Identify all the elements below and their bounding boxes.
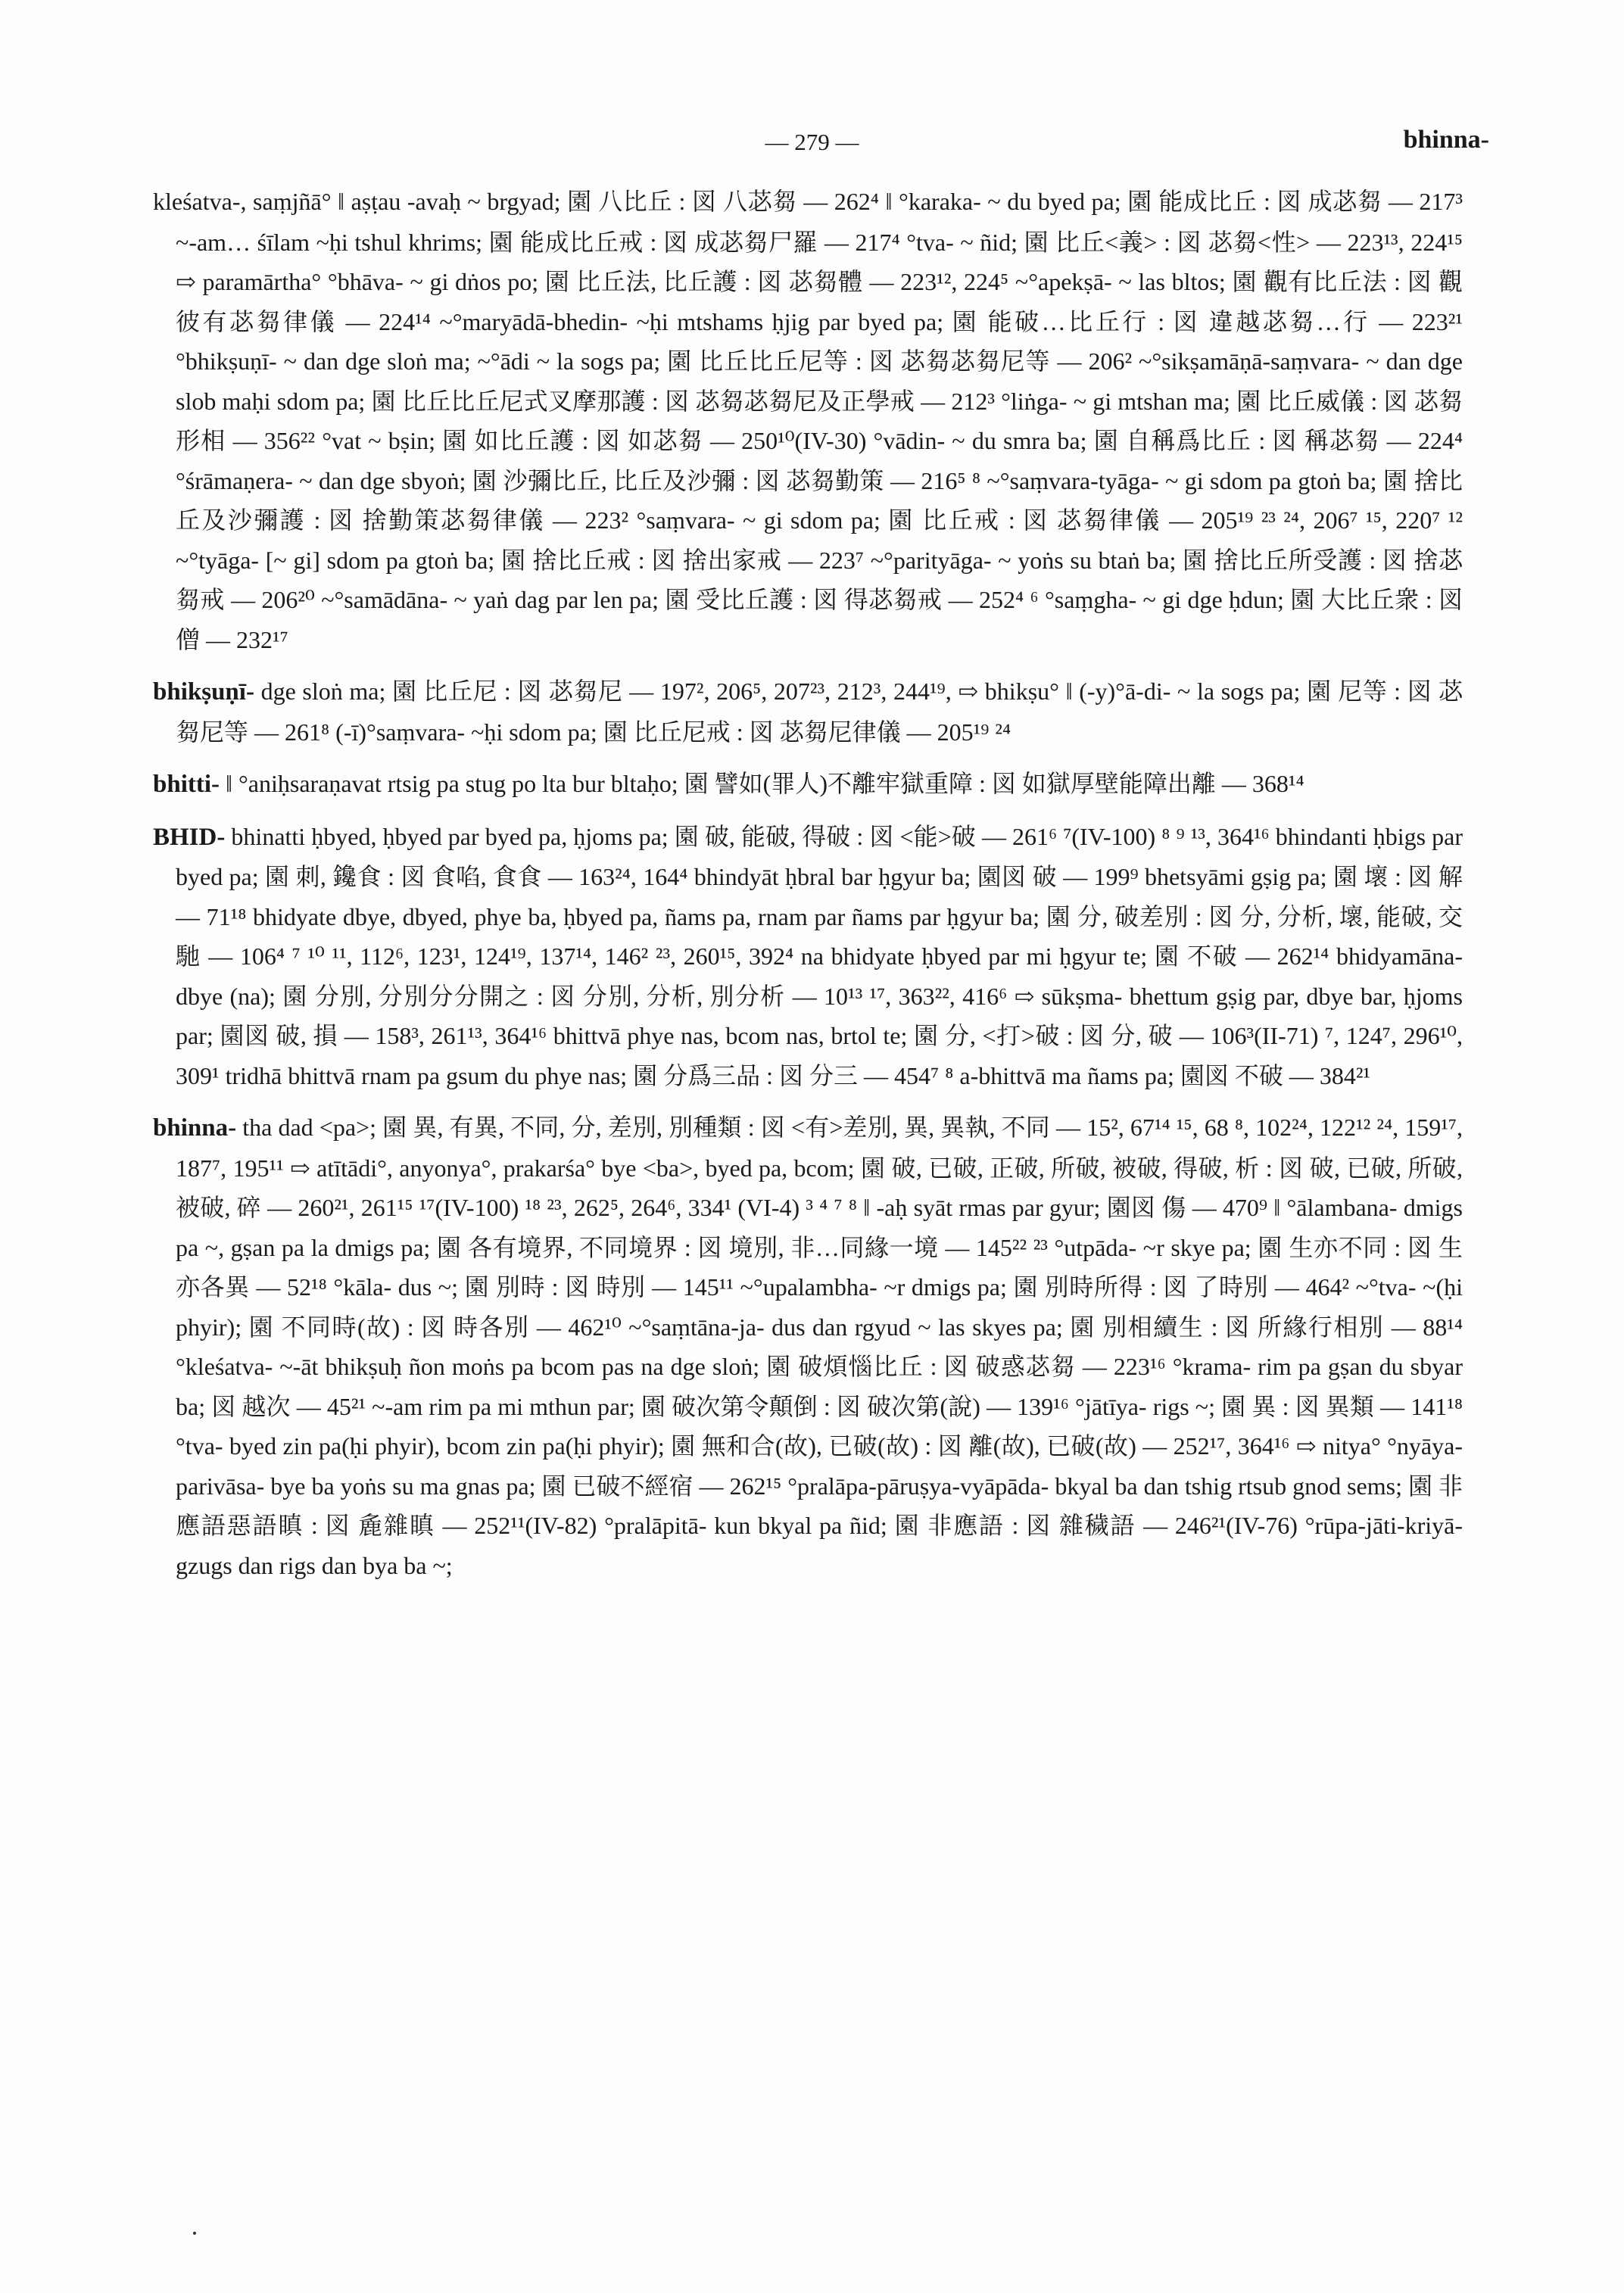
entry-bhitti [153, 764, 1463, 805]
entry-text: bhinatti ḥbyed, ḥbyed par byed pa, ḥjoms pa; 園 破, 能破, 得破 : 図 <能>破 — 261⁶ ⁷(IV-100) ⁸ ⁹ ¹³, 364¹⁶ bhindanti ḥbigs par byed pa; 園 刺, 鑱食 : 図 食啗, 食食 — 163²⁴, 164⁴ bhindyāt ḥbral bar ḥgyur ba; 園図 破 — 199⁹ bhetsyāmi gṣig pa; 園 壞 : 図 解 — 71¹⁸ bhidyate dbye, dbyed, phye ba, ḥbyed pa, ñams pa, rnam par ñams par ḥgyur ba; 園 分, 破差別 : 図 分, 分析, 壞, 能破, 交馳 — 106⁴ ⁷ ¹⁰ ¹¹, 112⁶, 123¹, 124¹⁹, 137¹⁴, 146² ²³, 260¹⁵, 392⁴ na bhidyate ḥbyed par mi ḥgyur te; 園 不破 — 262¹⁴ bhidyamāna- dbye (na); 園 分別, 分別分分開之 : 図 分別, 分析, 別分析 — 10¹³ ¹⁷, 363²², 416⁶ ⇨ sūkṣma- bhettum gṣig par, dbye bar, ḥjoms par; 園図 破, 損 — 158³, 261¹³, 364¹⁶ bhittvā phye nas, bcom nas, brtol te; 園 分, <打>破 : 図 分, 破 — 106³(II-71) ⁷, 124⁷, 296¹⁰, 309¹ tridhā bhittvā rnam pa gsum du phye nas; 園 分爲三品 : 図 分三 — 454⁷ ⁸ a-bhittvā ma ñams pa; 園図 不破 — 384²¹ [176, 822, 1463, 1089]
entry-headword: BHID- [153, 823, 226, 851]
entry-text: ‖ °aniḥsaraṇavat rtsig pa stug po lta bur bltaḥo; 園 譬如(罪人)不離牢獄重障 : 図 如獄厚壁能障出離 — 368¹⁴ [226, 770, 1304, 797]
entry-continuation [153, 182, 1463, 659]
entry-bhid [153, 817, 1463, 1096]
entries-column [153, 182, 1463, 1597]
entry-headword: bhinna- [153, 1114, 237, 1142]
entry-text: dge sloṅ ma; 園 比丘尼 : 図 苾芻尼 — 197², 206⁵, 207²³, 212³, 244¹⁹, ⇨ bhikṣu° ‖ (-y)°ā-di- ~ la sogs pa; 園 尼等 : 図 苾芻尼等 — 261⁸ (-ī)°saṃvara- ~ḥi sdom pa; 園 比丘尼戒 : 図 苾芻尼律儀 — 205¹⁹ ²⁴ [176, 678, 1463, 746]
entry-bhiksuni [153, 671, 1463, 752]
entry-headword: bhitti- [153, 771, 220, 798]
entry-text: tha dad <pa>; 園 異, 有異, 不同, 分, 差別, 別種類 : 図 <有>差別, 異, 異執, 不同 — 15², 67¹⁴ ¹⁵, 68 ⁸, 102²⁴, 122¹² ²⁴, 159¹⁷, 187⁷, 195¹¹ ⇨ atītādi°, anyonya°, prakarśa° bye <ba>, byed pa, bcom; 園 破, 已破, 正破, 所破, 被破, 得破, 析 : 図 破, 已破, 所破, 被破, 碎 — 260²¹, 261¹⁵ ¹⁷(IV-100) ¹⁸ ²³, 262⁵, 264⁶, 334¹ (VI-4) ³ ⁴ ⁷ ⁸ ‖ -aḥ syāt rmas par gyur; 園図 傷 — 470⁹ ‖ °ālambana- dmigs pa ~, gṣan pa la dmigs pa; 園 各有境界, 不同境界 : 図 境別, 非…同緣一境 — 145²² ²³ °utpāda- ~r skye pa; 園 生亦不同 : 図 生亦各異 — 52¹⁸ °kāla- dus ~; 園 別時 : 図 時別 — 145¹¹ ~°upalambha- ~r dmigs pa; 園 別時所得 : 図 了時別 — 464² ~°tva- ~(ḥi phyir); 園 不同時(故) : 図 時各別 — 462¹⁰ ~°saṃtāna-ja- dus dan rgyud ~ las skyes pa; 園 別相續生 : 図 所緣行相別 — 88¹⁴ °kleśatva- ~-āt bhikṣuḥ ñon moṅs pa bcom pas na dge sloṅ; 園 破煩惱比丘 : 図 破惑苾芻 — 223¹⁶ °krama- rim pa gṣan du sbyar ba; 図 越次 — 45²¹ ~-am rim pa mi mthun par; 園 破次第令顛倒 : 図 破次第(說) — 139¹⁶ °jātīya- rigs ~; 園 異 : 図 異類 — 141¹⁸ °tva- byed zin pa(ḥi phyir), bcom zin pa(ḥi phyir); 園 無和合(故), 已破(故) : 図 離(故), 已破(故) — 252¹⁷, 364¹⁶ ⇨ nitya° °nyāya-parivāsa- bye ba yoṅs su ma gnas pa; 園 已破不經宿 — 262¹⁵ °pralāpa-pāruṣya-vyāpāda- bkyal ba dan tshig rtsub gnod sems; 園 非應語惡語瞋 : 図 麁雜瞋 — 252¹¹(IV-82) °pralāpitā- kun bkyal pa ñid; 園 非應語 : 図 雜穢語 — 246²¹(IV-76) °rūpa-jāti-kriyā- gzugs dan rigs dan bya ba ~; [176, 1114, 1463, 1579]
page-number: — 279 — [765, 129, 859, 155]
stray-mark [193, 2232, 196, 2235]
entry-bhinna [153, 1108, 1463, 1585]
entry-text: kleśatva-, saṃjñā° ‖ aṣṭau -avaḥ ~ brgyad; 園 八比丘 : 図 八苾芻 — 262⁴ ‖ °karaka- ~ du byed pa; 園 能成比丘 : 図 成苾芻 — 217³ ~-am… śīlam ~ḥi tshul khrims; 園 能成比丘戒 : 図 成苾芻尸羅 — 217⁴ °tva- ~ ñid; 園 比丘<義> : 図 苾芻<性> — 223¹³, 224¹⁵ ⇨ paramārtha° °bhāva- ~ gi dṅos po; 園 比丘法, 比丘護 : 図 苾芻體 — 223¹², 224⁵ ~°apekṣā- ~ las bltos; 園 觀有比丘法 : 図 觀彼有苾芻律儀 — 224¹⁴ ~°maryādā-bhedin- ~ḥi mtshams ḥjig par byed pa; 園 能破…比丘行 : 図 違越苾芻…行 — 223²¹ °bhikṣuṇī- ~ dan dge sloṅ ma; ~°ādi ~ la sogs pa; 園 比丘比丘尼等 : 図 苾芻苾芻尼等 — 206² ~°sikṣamāṇā-saṃvara- ~ dan dge slob maḥi sdom pa; 園 比丘比丘尼式叉摩那護 : 図 苾芻苾芻尼及正學戒 — 212³ °liṅga- ~ gi mtshan ma; 園 比丘威儀 : 図 苾芻形相 — 356²² °vat ~ bṣin; 園 如比丘護 : 図 如苾芻 — 250¹⁰(IV-30) °vādin- ~ du smra ba; 園 自稱爲比丘 : 図 稱苾芻 — 224⁴ °śrāmaṇera- ~ dan dge sbyoṅ; 園 沙彌比丘, 比丘及沙彌 : 図 苾芻勤策 — 216⁵ ⁸ ~°saṃvara-tyāga- ~ gi sdom pa gtoṅ ba; 園 捨比丘及沙彌護 : 図 捨勤策苾芻律儀 — 223² °saṃvara- ~ gi sdom pa; 園 比丘戒 : 図 苾芻律儀 — 205¹⁹ ²³ ²⁴, 206⁷ ¹⁵, 220⁷ ¹² ~°tyāga- [~ gi] sdom pa gtoṅ ba; 園 捨比丘戒 : 図 捨出家戒 — 223⁷ ~°parityāga- ~ yoṅs su btaṅ ba; 園 捨比丘所受護 : 図 捨苾芻戒 — 206²⁰ ~°samādāna- ~ yaṅ dag par len pa; 園 受比丘護 : 図 得苾芻戒 — 252⁴ ⁶ °saṃgha- ~ gi dge ḥdun; 園 大比丘衆 : 図 僧 — 232¹⁷ [153, 188, 1463, 653]
entry-headword: bhikṣuṇī- [153, 678, 254, 706]
guide-word: bhinna- [1403, 126, 1489, 154]
